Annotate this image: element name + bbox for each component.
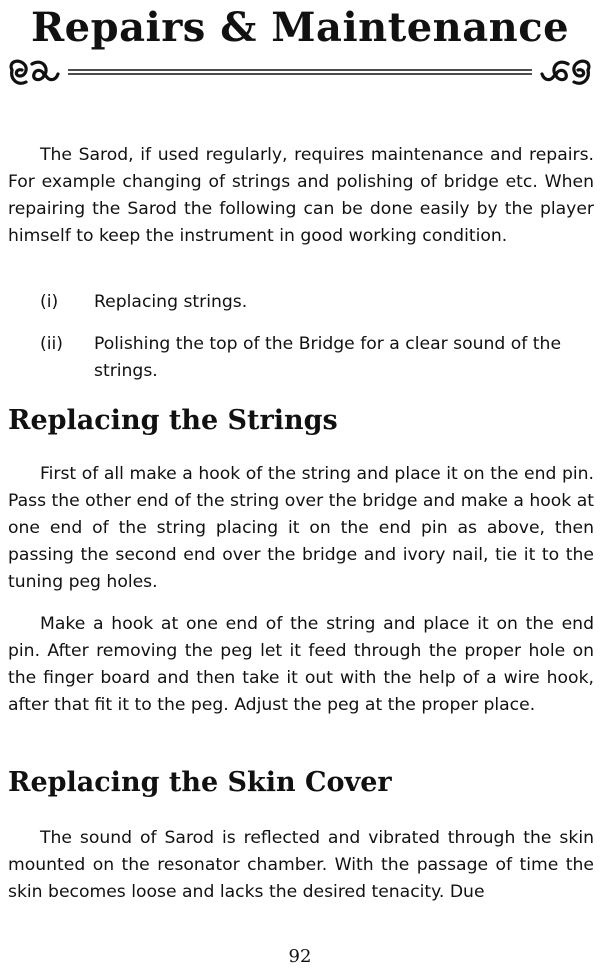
page-number: 92 — [288, 946, 312, 967]
strings-paragraph-1: First of all make a hook of the string and place it on the end pin. Pass the other end of the string over the bridge and make a hook at one end of the string placing it on the end pin as above, then passing the second end over the bridge and ivory nail, tie it to the tuning peg holes. — [8, 464, 594, 592]
left-ornament-icon — [11, 61, 58, 83]
chapter-title: Repairs & Maintenance — [30, 4, 570, 51]
list-item-text: Polishing the top of the Bridge for a clear sound of the strings. — [94, 334, 562, 381]
list-item-text: Replacing strings. — [94, 292, 248, 312]
ornamental-rule — [4, 54, 596, 94]
right-ornament-icon — [542, 61, 589, 83]
list-marker: (i) — [40, 292, 59, 312]
section-heading-strings: Replacing the Strings — [8, 405, 338, 436]
section-heading-skin: Replacing the Skin Cover — [8, 767, 392, 798]
strings-paragraph-2: Make a hook at one end of the string and place it on the end pin. After removing the peg let it feed through the proper hole on the finger board and then take it out with the help of a wire hook, after that fit it to the peg. Adjust the peg at the proper place. — [8, 614, 594, 715]
skin-paragraph-1: The sound of Sarod is reflected and vibrated through the skin mounted on the resonator chamber. With the passage of time the skin becomes loose and lacks the desired tenacity. Due — [8, 828, 594, 902]
list-marker: (ii) — [40, 334, 63, 354]
intro-paragraph: The Sarod, if used regularly, requires maintenance and repairs. For example changing of strings and polishing of bridge etc. When repairing the Sarod the following can be done easily by the player himself to keep the instrument in good working condition. — [8, 145, 594, 246]
list-item — [40, 289, 594, 316]
list-item — [40, 331, 594, 385]
